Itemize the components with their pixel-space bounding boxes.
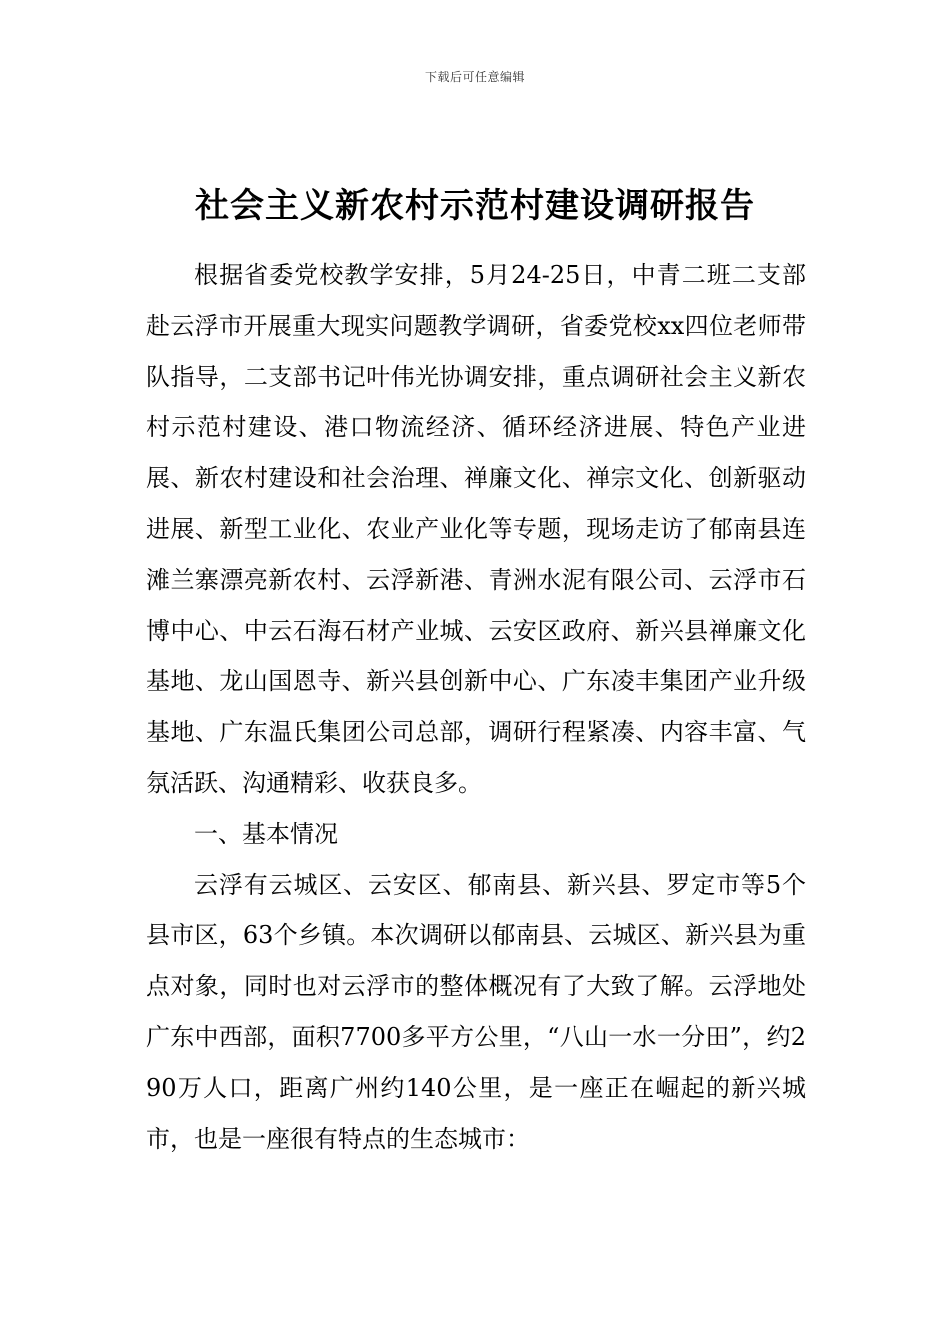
section-heading-basic-situation: 一、基本情况 [194, 819, 338, 848]
header-note: 下载后可任意编辑 [424, 70, 525, 84]
paragraph-basic-situation: 云浮有云城区、云安区、郁南县、新兴县、罗定市等5个县市区，63个乡镇。本次调研以郁南县、云城区、新兴县为重点对象，同时也对云浮市的整体概况有了大致了解。云浮地处广东中西部，面积7700多平方公里，“八山一水一分田”，约290万人口，距离广州约140公里，是一座正在崛起的新兴城市，也是一座很有特点的生态城市： [146, 870, 806, 1153]
paragraph-intro: 根据省委党校教学安排，5月24-25日，中青二班二支部赴云浮市开展重大现实问题教学调研，省委党校xx四位老师带队指导，二支部书记叶伟光协调安排，重点调研社会主义新农村示范村建设、港口物流经济、循环经济进展、特色产业进展、新农村建设和社会治理、禅廉文化、禅宗文化、创新驱动进展、新型工业化、农业产业化等专题，现场走访了郁南县连滩兰寨漂亮新农村、云浮新港、青洲水泥有限公司、云浮市石博中心、中云石海石材产业城、云安区政府、新兴县禅廉文化基地、龙山国恩寺、新兴县创新中心、广东凌丰集团产业升级基地、广东温氏集团公司总部，调研行程紧凑、内容丰富、气氛活跃、沟通精彩、收获良多。 [146, 261, 806, 797]
document-body [146, 250, 806, 1164]
document-title: 社会主义新农村示范村建设调研报告 [195, 186, 755, 226]
